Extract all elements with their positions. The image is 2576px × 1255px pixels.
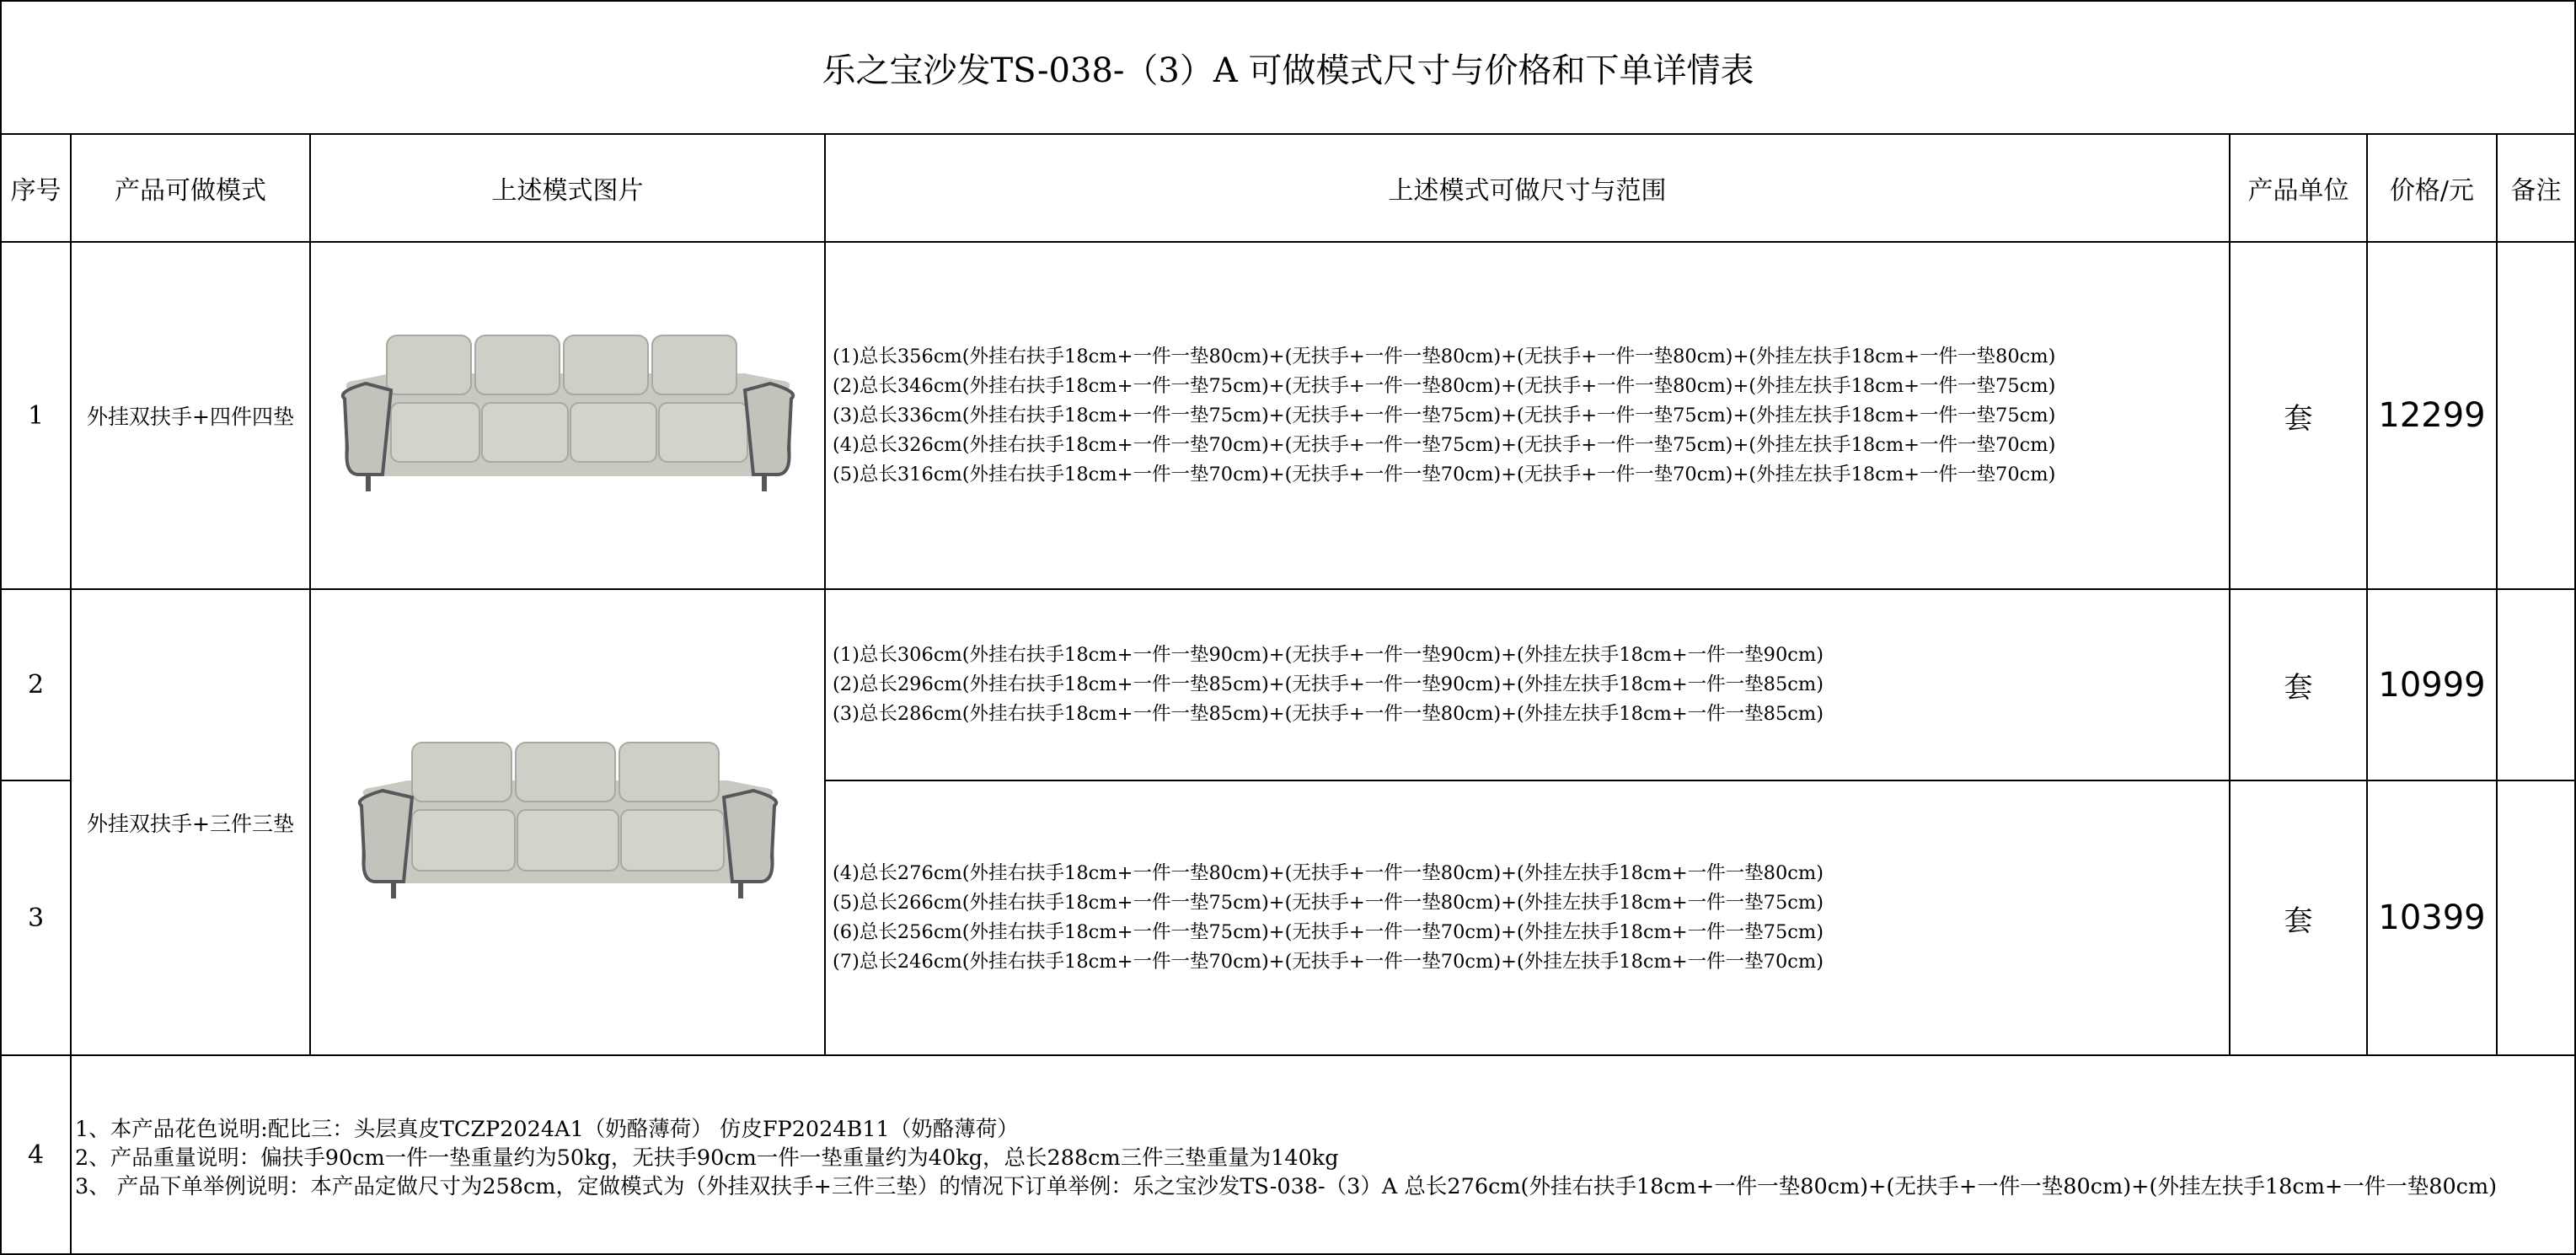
- page-title: 乐之宝沙发TS-038-（3）A 可做模式尺寸与价格和下单详情表: [0, 0, 2576, 135]
- row-1-image: [309, 241, 826, 590]
- row-1-price: 12299: [2366, 241, 2498, 590]
- row-2-price: 10999: [2366, 588, 2498, 781]
- spec-line: (2)总长296cm(外挂右扶手18cm+一件一垫85cm)+(无扶手+一件一垫90cm)+(外挂左扶手18cm+一件一垫85cm): [833, 673, 1824, 695]
- header-no: 序号: [0, 133, 72, 243]
- row-2-image: [309, 588, 826, 1056]
- row-2-remark: [2496, 588, 2576, 781]
- row-1-no: 1: [0, 241, 72, 590]
- spec-line: (5)总长266cm(外挂右扶手18cm+一件一垫75cm)+(无扶手+一件一垫80cm)+(外挂左扶手18cm+一件一垫75cm): [833, 892, 1824, 914]
- spec-line: (4)总长276cm(外挂右扶手18cm+一件一垫80cm)+(无扶手+一件一垫80cm)+(外挂左扶手18cm+一件一垫80cm): [833, 862, 1824, 884]
- spec-line: (7)总长246cm(外挂右扶手18cm+一件一垫70cm)+(无扶手+一件一垫70cm)+(外挂左扶手18cm+一件一垫70cm): [833, 951, 1824, 973]
- header-mode: 产品可做模式: [70, 133, 311, 243]
- row-1-mode: 外挂双扶手+四件四垫: [70, 241, 311, 590]
- spec-line: (3)总长336cm(外挂右扶手18cm+一件一垫75cm)+(无扶手+一件一垫75cm)+(无扶手+一件一垫75cm)+(外挂左扶手18cm+一件一垫75cm): [833, 404, 2056, 426]
- spec-line: (2)总长346cm(外挂右扶手18cm+一件一垫75cm)+(无扶手+一件一垫80cm)+(无扶手+一件一垫80cm)+(外挂左扶手18cm+一件一垫75cm): [833, 374, 2056, 397]
- row-2-mode: 外挂双扶手+三件三垫: [70, 588, 311, 1056]
- row-2-no: 2: [0, 588, 72, 781]
- header-remark: 备注: [2496, 133, 2576, 243]
- spec-line: (4)总长326cm(外挂右扶手18cm+一件一垫70cm)+(无扶手+一件一垫75cm)+(无扶手+一件一垫75cm)+(外挂左扶手18cm+一件一垫70cm): [833, 433, 2056, 456]
- sofa-four-seat-image: [332, 331, 804, 500]
- header-unit: 产品单位: [2229, 133, 2368, 243]
- spec-line: (1)总长306cm(外挂右扶手18cm+一件一垫90cm)+(无扶手+一件一垫90cm)+(外挂左扶手18cm+一件一垫90cm): [833, 644, 1824, 666]
- row-4-notes: [70, 1054, 2576, 1255]
- row-2-unit: 套: [2229, 588, 2368, 781]
- spec-line: (6)总长256cm(外挂右扶手18cm+一件一垫75cm)+(无扶手+一件一垫70cm)+(外挂左扶手18cm+一件一垫75cm): [833, 921, 1824, 943]
- spec-line: (3)总长286cm(外挂右扶手18cm+一件一垫85cm)+(无扶手+一件一垫80cm)+(外挂左扶手18cm+一件一垫85cm): [833, 703, 1824, 725]
- note-line: 1、本产品花色说明:配比三：头层真皮TCZP2024A1（奶酪薄荷） 仿皮FP2024B11（奶酪薄荷）: [75, 1117, 1019, 1142]
- row-1-remark: [2496, 241, 2576, 590]
- spec-line: (5)总长316cm(外挂右扶手18cm+一件一垫70cm)+(无扶手+一件一垫70cm)+(无扶手+一件一垫70cm)+(外挂左扶手18cm+一件一垫70cm): [833, 463, 2056, 485]
- row-3-no: 3: [0, 780, 72, 1056]
- row-3-price: 10399: [2366, 780, 2498, 1056]
- row-2-specs: [824, 588, 2231, 781]
- header-price: 价格/元: [2366, 133, 2498, 243]
- row-3-unit: 套: [2229, 780, 2368, 1056]
- header-size: 上述模式可做尺寸与范围: [824, 133, 2231, 243]
- header-image: 上述模式图片: [309, 133, 826, 243]
- row-3-remark: [2496, 780, 2576, 1056]
- sofa-three-seat-image: [349, 738, 787, 907]
- row-3-specs: [824, 780, 2231, 1056]
- row-4-no: 4: [0, 1054, 72, 1255]
- row-1-unit: 套: [2229, 241, 2368, 590]
- note-line: 3、 产品下单举例说明：本产品定做尺寸为258cm，定做模式为（外挂双扶手+三件三垫）的情况下订单举例：乐之宝沙发TS-038-（3）A 总长276cm(外挂右扶手18cm+一件一垫80cm)+(无扶手+一件一垫80cm)+(外挂左扶手18cm+一件一垫80cm): [75, 1174, 2498, 1199]
- row-1-specs: [824, 241, 2231, 590]
- note-line: 2、产品重量说明：偏扶手90cm一件一垫重量约为50kg，无扶手90cm一件一垫重量约为40kg，总长288cm三件三垫重量为140kg: [75, 1145, 1339, 1171]
- spec-line: (1)总长356cm(外挂右扶手18cm+一件一垫80cm)+(无扶手+一件一垫80cm)+(无扶手+一件一垫80cm)+(外挂左扶手18cm+一件一垫80cm): [833, 345, 2056, 367]
